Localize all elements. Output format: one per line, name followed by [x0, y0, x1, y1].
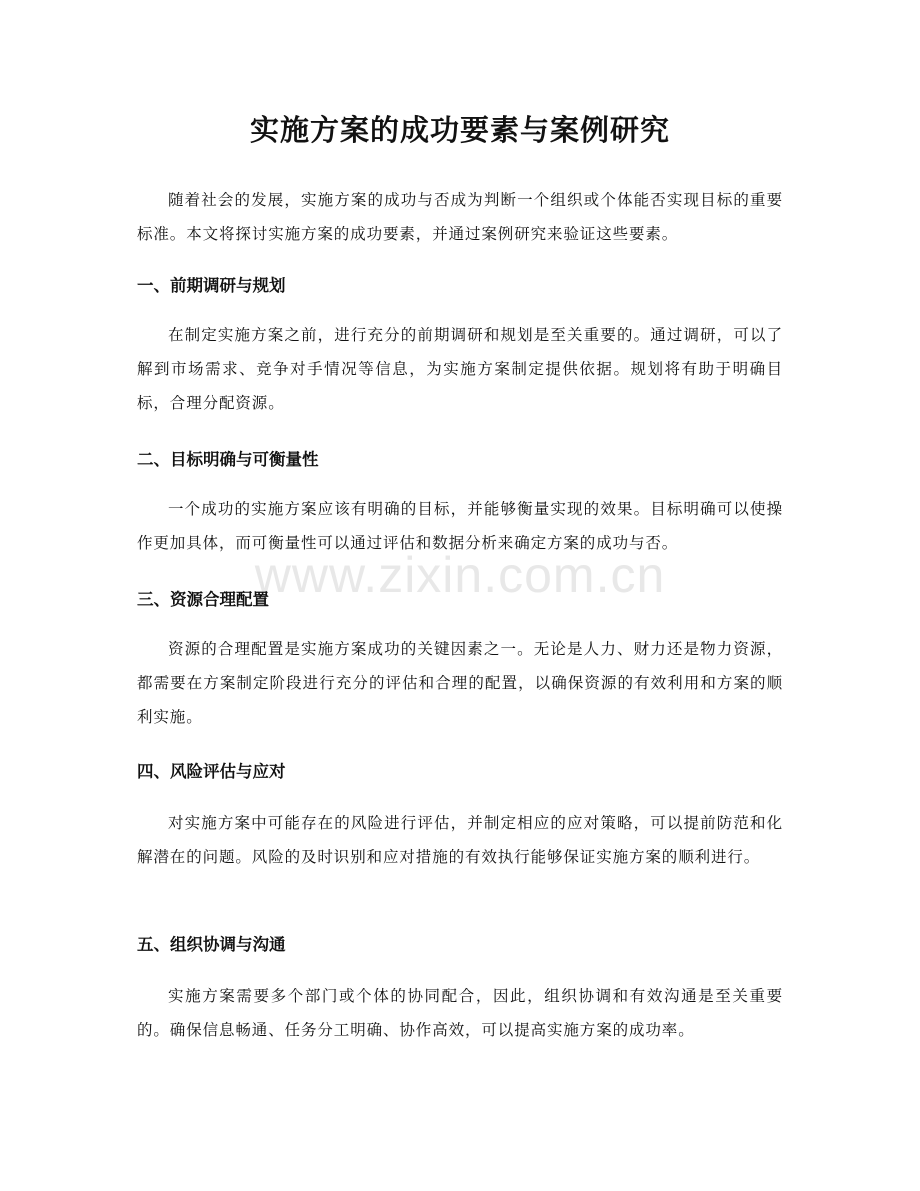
section-paragraph-2: 一个成功的实施方案应该有明确的目标，并能够衡量实现的效果。目标明确可以使操作更加具体，而可衡量性可以通过评估和数据分析来确定方案的成功与否。 — [137, 500, 783, 552]
watermark: www.zixin.com.cn — [254, 547, 666, 603]
section-heading-3: 三、资源合理配置 — [137, 590, 269, 609]
section-heading-5: 五、组织协调与沟通 — [137, 935, 286, 954]
section-heading-1: 一、前期调研与规划 — [137, 276, 286, 295]
page-title: 实施方案的成功要素与案例研究 — [249, 113, 670, 147]
section-heading-2: 二、目标明确与可衡量性 — [137, 450, 319, 469]
section-paragraph-1: 在制定实施方案之前，进行充分的前期调研和规划是至关重要的。通过调研，可以了解到市场需求、竞争对手情况等信息，为实施方案制定提供依据。规划将有助于明确目标，合理分配资源。 — [137, 326, 783, 412]
section-paragraph-3: 资源的合理配置是实施方案成功的关键因素之一。无论是人力、财力还是物力资源，都需要在方案制定阶段进行充分的评估和合理的配置，以确保资源的有效利用和方案的顺利实施。 — [137, 640, 783, 726]
section-paragraph-5: 实施方案需要多个部门或个体的协同配合，因此，组织协调和有效沟通是至关重要的。确保信息畅通、任务分工明确、协作高效，可以提高实施方案的成功率。 — [137, 987, 783, 1039]
intro-paragraph: 随着社会的发展，实施方案的成功与否成为判断一个组织或个体能否实现目标的重要标准。本文将探讨实施方案的成功要素，并通过案例研究来验证这些要素。 — [137, 191, 783, 243]
section-heading-4: 四、风险评估与应对 — [137, 762, 286, 781]
section-paragraph-4: 对实施方案中可能存在的风险进行评估，并制定相应的应对策略，可以提前防范和化解潜在的问题。风险的及时识别和应对措施的有效执行能够保证实施方案的顺利进行。 — [137, 814, 783, 866]
